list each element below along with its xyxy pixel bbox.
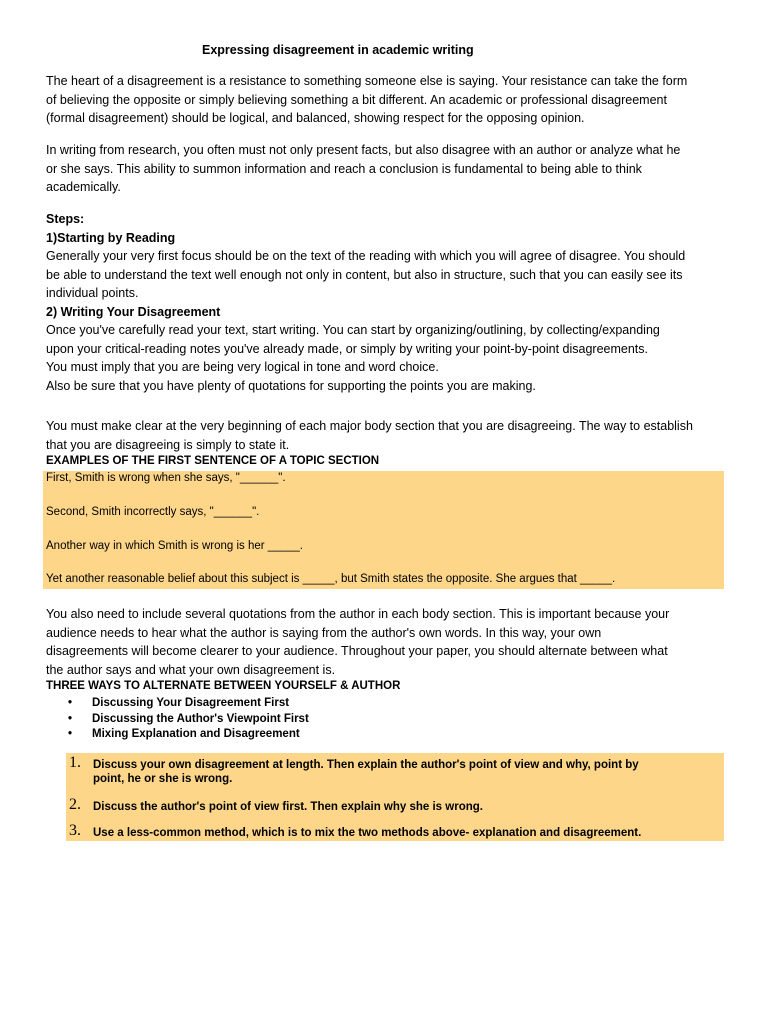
list-item bbox=[68, 727, 309, 743]
text-line: audience needs to hear what the author is saying from the author's own words. In this way, your own bbox=[46, 625, 602, 640]
text-line: academically. bbox=[46, 180, 121, 194]
text-line: the author says and what your own disagreement is. bbox=[46, 662, 336, 677]
bullet-glyph: • bbox=[68, 697, 73, 709]
text-line: You must make clear at the very beginning of each major body section that you are disagreeing. The way to establish bbox=[46, 419, 693, 433]
steps-section bbox=[46, 210, 726, 395]
method-text bbox=[93, 758, 639, 786]
text-line: be able to understand the text well enough not only in content, but also in structure, such that you can easily see its bbox=[46, 267, 683, 282]
text-line: or she says. This ability to summon information and reach a conclusion is fundamental to being able to think bbox=[46, 161, 642, 176]
bullet-list bbox=[68, 696, 309, 743]
intro-paragraph bbox=[46, 72, 726, 128]
example-sentence: First, Smith is wrong when she says, "______". bbox=[46, 472, 286, 484]
text-line: of believing the opposite or simply believing something a bit different. An academic or professional disagreement bbox=[46, 92, 667, 107]
text-line: disagreements will become clearer to your audience. Throughout your paper, you should alternate between what bbox=[46, 644, 668, 658]
quotations-paragraph bbox=[46, 605, 726, 679]
ways-heading: THREE WAYS TO ALTERNATE BETWEEN YOURSELF & AUTHOR bbox=[46, 680, 401, 692]
text-line: individual points. bbox=[46, 286, 139, 300]
example-sentence: Second, Smith incorrectly says, "______". bbox=[46, 506, 260, 518]
steps-heading: Steps: bbox=[46, 212, 85, 226]
text-line: point, he or she is wrong. bbox=[93, 773, 233, 785]
text-line: that you are disagreeing is simply to state it. bbox=[46, 437, 290, 452]
example-sentence: Another way in which Smith is wrong is her _____. bbox=[46, 540, 303, 552]
step1-heading: 1)Starting by Reading bbox=[46, 230, 176, 245]
text-line: (formal disagreement) should be logical, and balanced, showing respect for the opposing opinion. bbox=[46, 111, 585, 125]
list-number: 2. bbox=[69, 796, 81, 813]
step2-heading: 2) Writing Your Disagreement bbox=[46, 304, 221, 319]
bullet-glyph: • bbox=[68, 728, 73, 740]
text-line: Also be sure that you have plenty of quotations for supporting the points you are making. bbox=[46, 378, 536, 393]
bullet-glyph: • bbox=[68, 712, 73, 725]
text-line: Once you've carefully read your text, start writing. You can start by organizing/outlining, by collecting/expanding bbox=[46, 323, 660, 337]
method-text bbox=[93, 826, 641, 840]
list-number: 3. bbox=[69, 822, 81, 839]
list-number: 1. bbox=[69, 754, 81, 771]
page-title: Expressing disagreement in academic writing bbox=[202, 43, 474, 57]
bullet-text: Mixing Explanation and Disagreement bbox=[92, 728, 300, 740]
text-line: Discuss your own disagreement at length. Then explain the author's point of view and why, point by bbox=[93, 759, 639, 771]
example-sentence: Yet another reasonable belief about this subject is _____, but Smith states the opposite. She argues that _____. bbox=[46, 573, 616, 585]
text-line: You also need to include several quotations from the author in each body section. This is important because your bbox=[46, 607, 670, 621]
text-line: Discuss the author's point of view first. Then explain why she is wrong. bbox=[93, 801, 483, 813]
establish-paragraph bbox=[46, 417, 726, 454]
text-line: Use a less-common method, which is to mix the two methods above- explanation and disagreement. bbox=[93, 827, 642, 839]
list-item bbox=[68, 696, 309, 712]
text-line: In writing from research, you often must not only present facts, but also disagree with an author or analyze what he bbox=[46, 143, 681, 157]
research-paragraph bbox=[46, 141, 726, 197]
text-line: The heart of a disagreement is a resistance to something someone else is saying. Your resistance can take the form bbox=[46, 74, 688, 88]
text-line: upon your critical-reading notes you've already made, or simply by writing your point-by-point disagreements. bbox=[46, 341, 648, 356]
examples-highlight-box bbox=[43, 471, 724, 589]
bullet-text: Discussing the Author's Viewpoint First bbox=[92, 712, 309, 725]
bullet-text: Discussing Your Disagreement First bbox=[92, 697, 290, 709]
list-item bbox=[68, 712, 309, 728]
examples-heading: EXAMPLES OF THE FIRST SENTENCE OF A TOPIC SECTION bbox=[46, 455, 380, 467]
text-line: You must imply that you are being very logical in tone and word choice. bbox=[46, 360, 439, 374]
method-text bbox=[93, 800, 483, 814]
text-line: Generally your very first focus should be on the text of the reading with which you will agree of disagree. You should bbox=[46, 249, 686, 263]
